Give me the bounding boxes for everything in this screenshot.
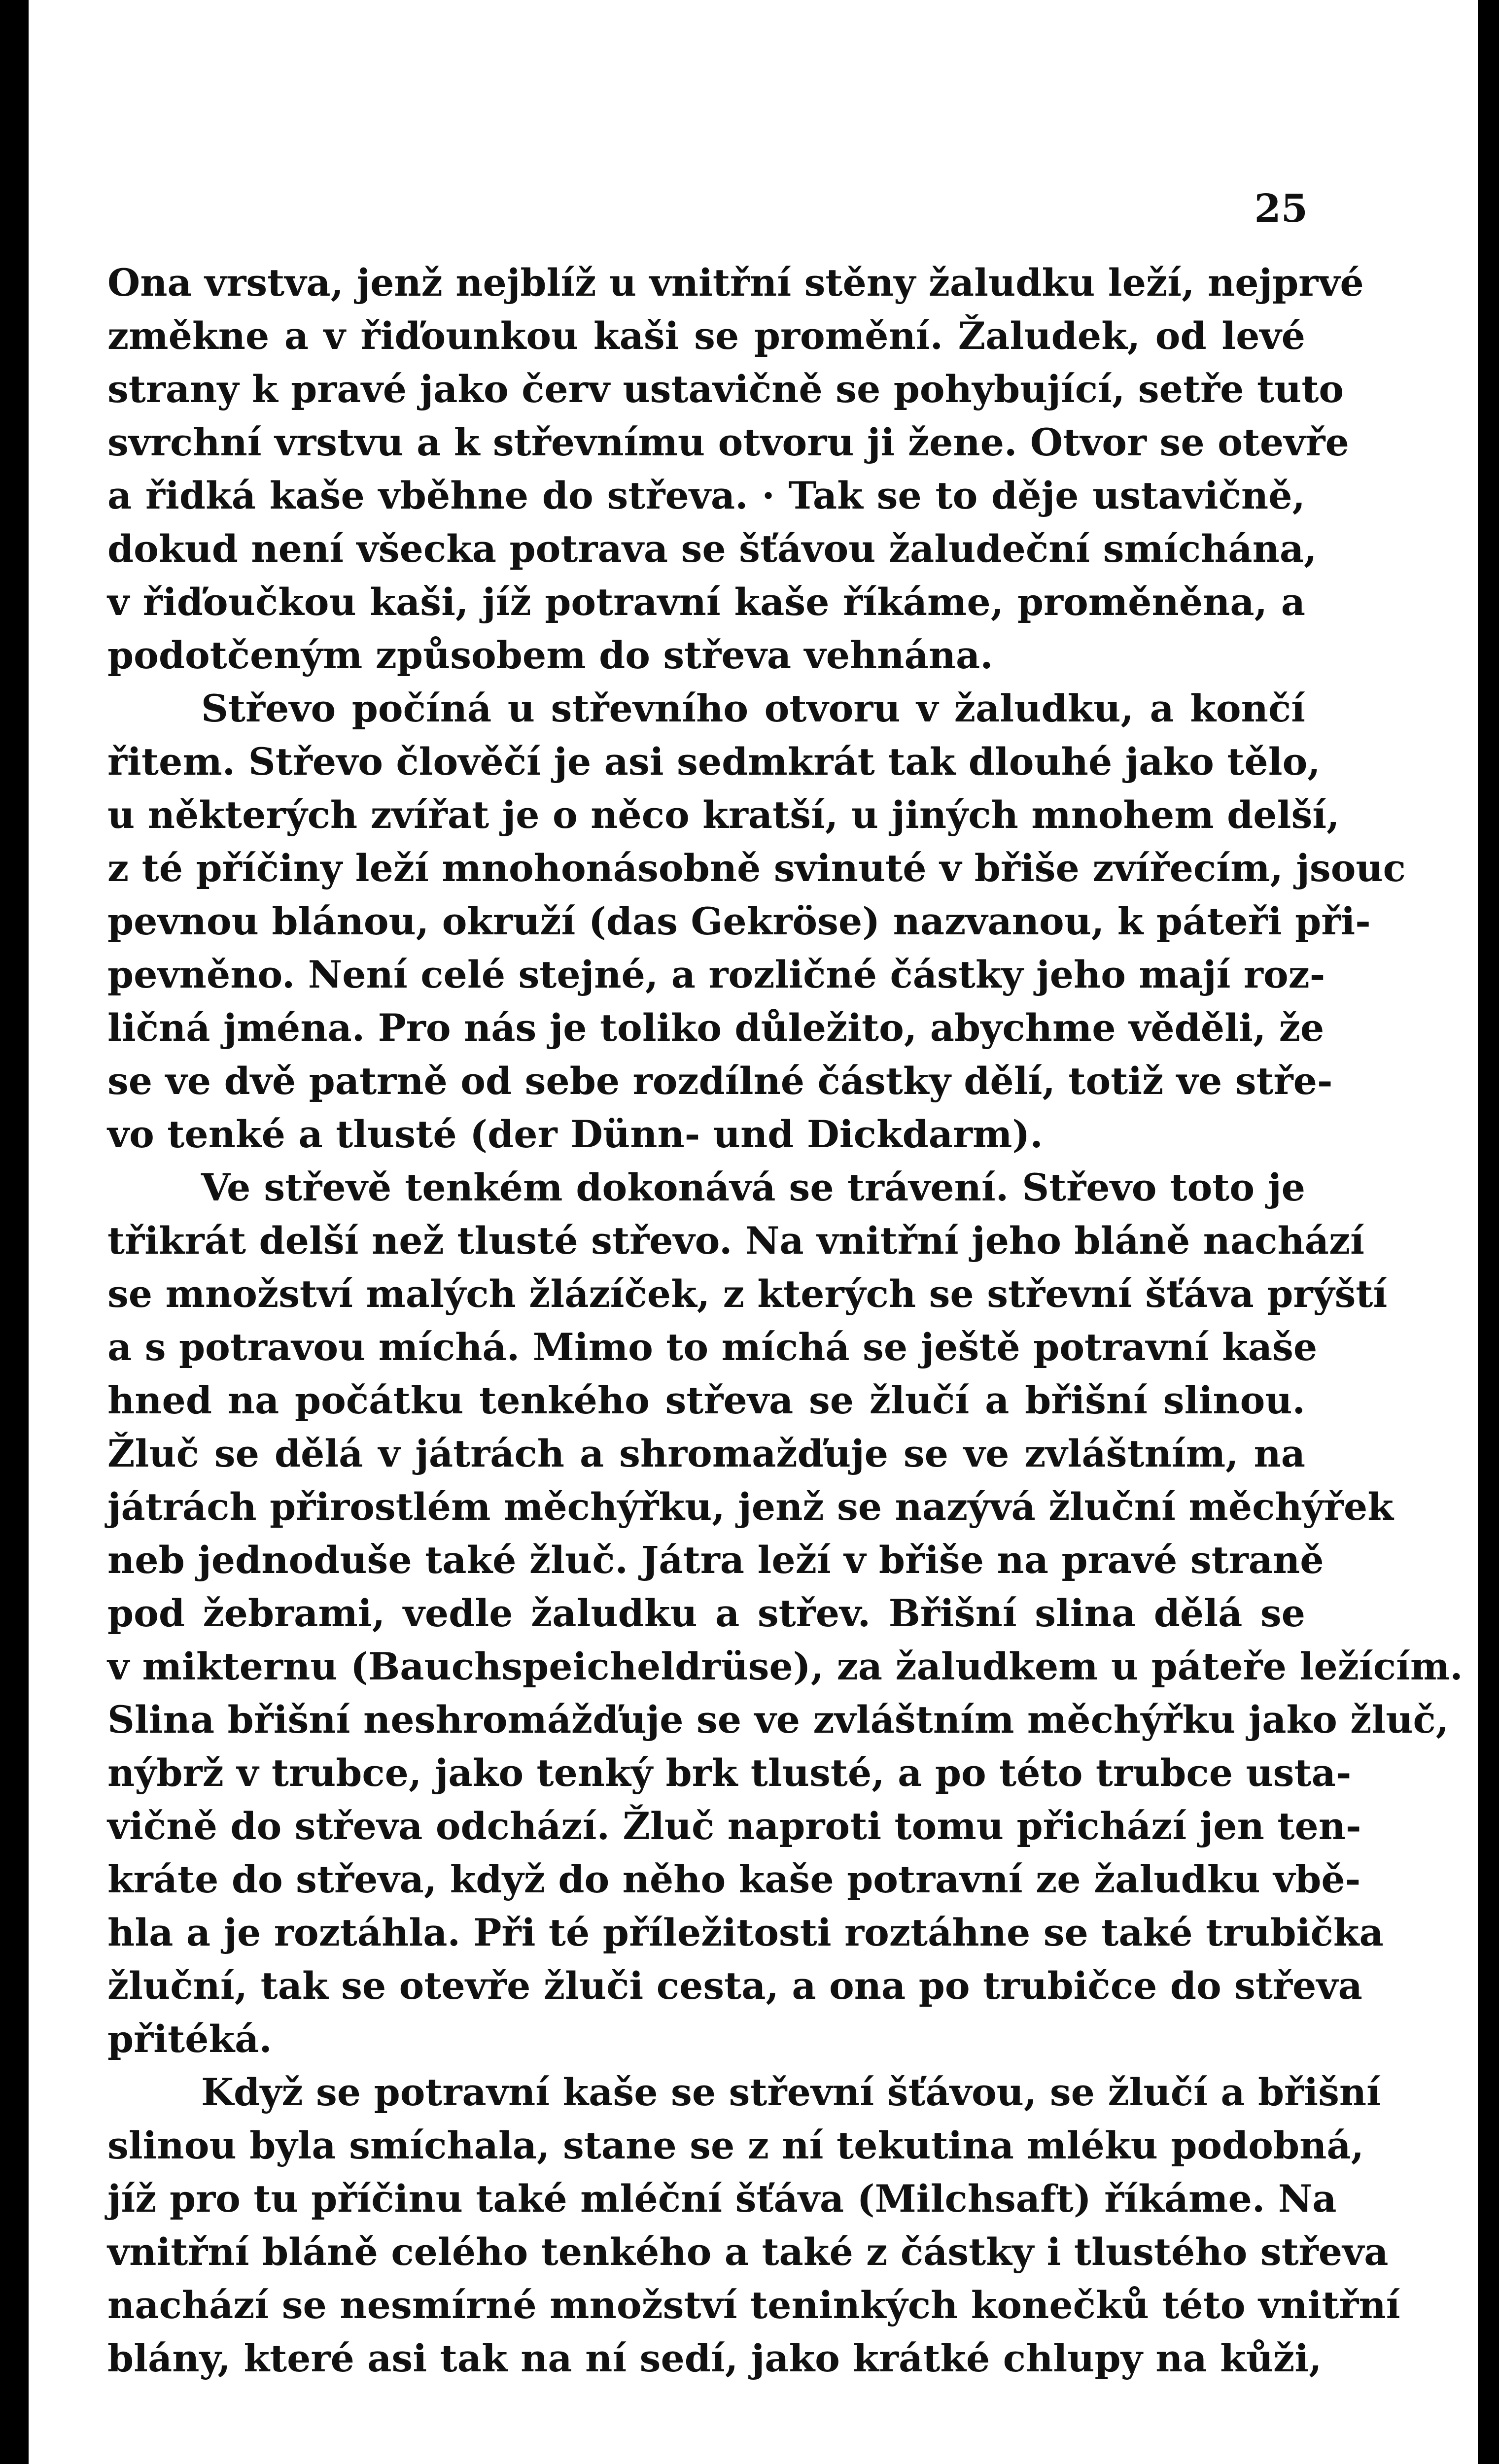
text-line: se ve dvě patrně od sebe rozdílné částky dělí, totiž ve stře-: [107, 1059, 1333, 1103]
text-line: změkne a v řiďounkou kaši se promění. Žaludek, od levé: [107, 314, 1305, 358]
text-line: a s potravou míchá. Mimo to míchá se ještě potravní kaše: [107, 1325, 1318, 1369]
text-line: dokud není všecka potrava se šťávou žaludeční smíchána,: [107, 527, 1317, 571]
text-line: pevněno. Není celé stejné, a rozličné částky jeho mají roz-: [107, 953, 1325, 996]
text-line: vičně do střeva odchází. Žluč naproti tomu přichází jen ten-: [107, 1804, 1361, 1848]
text-line: kráte do střeva, když do něho kaše potravní ze žaludku vbě-: [107, 1857, 1361, 1901]
body-text: [107, 256, 1463, 2385]
text-line: Ve střevě tenkém dokonává se trávení. Střevo toto je: [201, 1165, 1305, 1209]
text-line: hla a je roztáhla. Při té příležitosti roztáhne se také trubička: [107, 1911, 1384, 1954]
text-line: vo tenké a tlusté (der Dünn- und Dickdarm).: [107, 1112, 1043, 1156]
text-line: pod žebrami, vedle žaludku a střev. Břišní slina dělá se: [107, 1591, 1305, 1635]
text-line: hned na počátku tenkého střeva se žlučí a břišní slinou.: [107, 1378, 1305, 1422]
text-line: přitéká.: [107, 2017, 272, 2061]
text-line: pevnou blánou, okruží (das Gekröse) nazvanou, k páteři při-: [107, 899, 1371, 943]
text-line: ličná jména. Pro nás je toliko důležito, abychme věděli, že: [107, 1006, 1325, 1050]
text-line: játrách přirostlém měchýřku, jenž se nazývá žluční měchýřek: [107, 1485, 1394, 1529]
text-line: Střevo počíná u střevního otvoru v žaludku, a končí: [201, 686, 1305, 730]
text-line: jíž pro tu příčinu také mléční šťáva (Milchsaft) říkáme. Na: [107, 2177, 1337, 2221]
text-line: v řiďoučkou kaši, jíž potravní kaše říkáme, proměněna, a: [107, 580, 1305, 624]
text-line: z té příčiny leží mnohonásobně svinuté v břiše zvířecím, jsouc: [107, 846, 1406, 890]
text-line: podotčeným způsobem do střeva vehnána.: [107, 633, 993, 677]
text-line: v mikternu (Bauchspeicheldrüse), za žaludkem u páteře ležícím.: [107, 1644, 1463, 1688]
page-number: 25: [1254, 186, 1308, 231]
text-line: třikrát delší než tlusté střevo. Na vnitřní jeho bláně nachází: [107, 1219, 1364, 1263]
text-line: slinou byla smíchala, stane se z ní tekutina mléku podobná,: [107, 2123, 1364, 2167]
text-line: se množství malých žlázíček, z kterých se střevní šťáva prýští: [107, 1272, 1388, 1316]
text-line: nýbrž v trubce, jako tenký brk tlusté, a po této trubce usta-: [107, 1751, 1352, 1795]
text-line: neb jednoduše také žluč. Játra leží v břiše na pravé straně: [107, 1538, 1324, 1582]
text-line: strany k pravé jako červ ustavičně se pohybující, setře tuto: [107, 367, 1344, 411]
text-line: Ona vrstva, jenž nejblíž u vnitřní stěny žaludku leží, nejprvé: [107, 261, 1364, 305]
text-line: Žluč se dělá v játrách a shromažďuje se ve zvláštním, na: [107, 1432, 1305, 1475]
text-line: a řidká kaše vběhne do střeva. · Tak se to děje ustavičně,: [107, 474, 1305, 517]
text-line: Když se potravní kaše se střevní šťávou, se žlučí a břišní: [201, 2070, 1381, 2114]
text-line: Slina břišní neshromážďuje se ve zvláštním měchýřku jako žluč,: [107, 1698, 1449, 1742]
text-line: svrchní vrstvu a k střevnímu otvoru ji žene. Otvor se otevře: [107, 420, 1349, 464]
text-line: vnitřní bláně celého tenkého a také z částky i tlustého střeva: [107, 2230, 1389, 2274]
text-line: řitem. Střevo člověčí je asi sedmkrát tak dlouhé jako tělo,: [107, 740, 1321, 784]
book-page: [29, 0, 1478, 2464]
text-line: u některých zvířat je o něco kratší, u jiných mnohem delší,: [107, 793, 1340, 837]
text-line: nachází se nesmírné množství teninkých konečků této vnitřní: [107, 2283, 1400, 2327]
text-line: blány, které asi tak na ní sedí, jako krátké chlupy na kůži,: [107, 2336, 1322, 2380]
text-line: žluční, tak se otevře žluči cesta, a ona po trubičce do střeva: [107, 1964, 1362, 2008]
